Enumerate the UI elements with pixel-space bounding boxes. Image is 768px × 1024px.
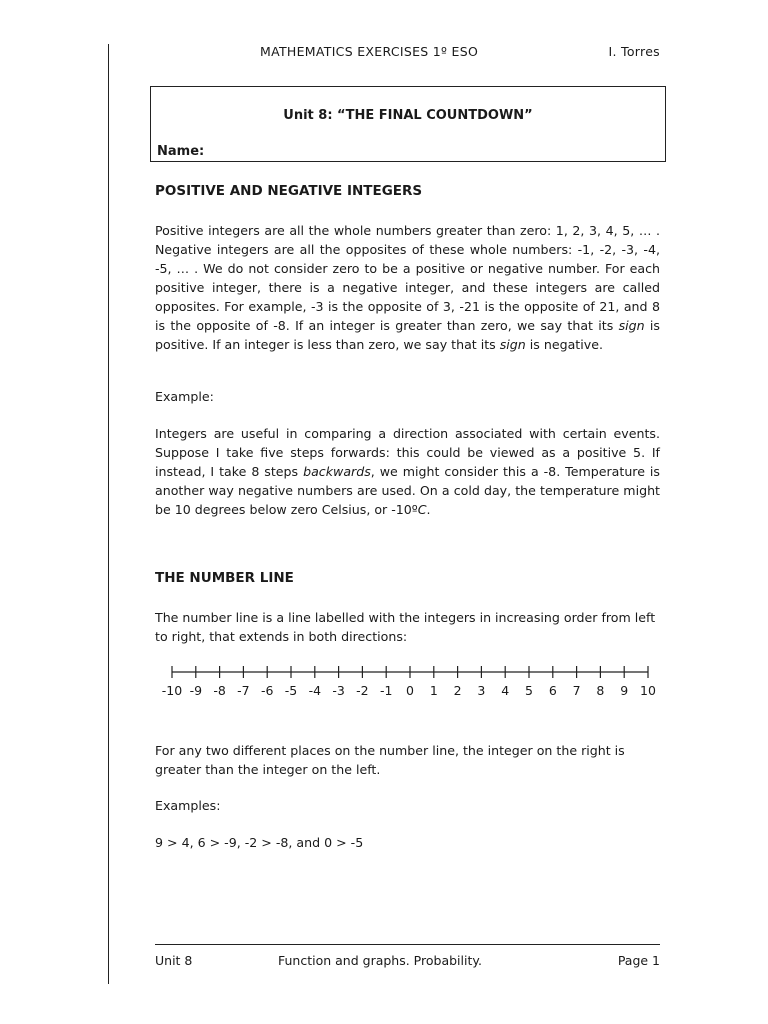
number-line-label: 7 — [572, 683, 581, 698]
paragraph-number-line-intro: The number line is a line labelled with the integers in increasing order from left to right, that extends in both directions: — [155, 610, 656, 644]
number-line-label: 9 — [620, 683, 629, 698]
number-line — [150, 660, 668, 708]
page-header — [155, 44, 660, 62]
name-label: Name: — [157, 144, 205, 159]
number-line-label: -9 — [189, 683, 203, 698]
number-line-label: -7 — [237, 683, 250, 698]
number-line-label: -3 — [332, 683, 345, 698]
example-label: Example: — [155, 389, 214, 404]
page-footer — [155, 953, 660, 971]
backwards-term: backwards — [303, 464, 371, 479]
number-line-label: 2 — [453, 683, 462, 698]
number-line-label: -8 — [213, 683, 226, 698]
number-line-label: -1 — [379, 683, 393, 698]
number-line-label: 0 — [406, 683, 414, 698]
paragraph-integers-definition: Positive integers are all the whole numbers greater than zero: 1, 2, 3, 4, 5, … . Negative integers are all the opposites of these whole numbers: -1, -2, -3, -4, -5, … . We do not consider zero to be a positive or negative number. For each positive integer, there is a negative integer, and these integers are called opposites. For example, -3 is the opposite of 3, -21 is the opposite of 21, and 8 is the opposite of -8. If an integer is greater than zero, we say that its sign is positive. If an integer is less than zero, we say that its sign is negative. — [155, 223, 660, 352]
header-title: MATHEMATICS EXERCISES 1º ESO — [260, 44, 479, 59]
section-heading-number-line: THE NUMBER LINE — [155, 570, 294, 586]
degree-sign: º — [411, 502, 418, 517]
footer-topic: Function and graphs. Probability. — [278, 953, 482, 968]
inequality-examples: 9 > 4, 6 > -9, -2 > -8, and 0 > -5 — [155, 835, 364, 850]
sign-term: sign — [618, 318, 645, 333]
number-line-label: 1 — [429, 683, 438, 698]
celsius-unit: C — [417, 502, 427, 517]
unit-title-box — [150, 86, 666, 162]
footer-rule — [155, 944, 660, 945]
paragraph-comparison-rule: For any two different places on the number line, the integer on the right is greater than the integer on the left. — [155, 743, 625, 777]
examples-label: Examples: — [155, 798, 221, 813]
section-heading-integers: POSITIVE AND NEGATIVE INTEGERS — [155, 183, 423, 199]
sign-term: sign — [499, 337, 526, 352]
number-line-label: -4 — [308, 683, 322, 698]
number-line-label: -2 — [356, 683, 369, 698]
unit-title: Unit 8: “THE FINAL COUNTDOWN” — [283, 108, 533, 123]
number-line-label: 6 — [548, 683, 557, 698]
margin-rule — [108, 44, 109, 984]
footer-page-number: Page 1 — [617, 953, 660, 968]
number-line-label: 4 — [501, 683, 510, 698]
number-line-label: -5 — [284, 683, 298, 698]
paragraph-integers-usage: Integers are useful in comparing a direction associated with certain events. Suppose I take five steps forwards: this could be viewed as a positive 5. If instead, I take 8 steps backwards, we might consider this a -8. Temperature is another way negative numbers are used. On a cold day, the temperature might be 10 degrees below zero Celsius, or -10ºC. — [155, 426, 660, 517]
number-line-label: 5 — [525, 683, 533, 698]
header-author: I. Torres — [608, 44, 660, 59]
footer-unit: Unit 8 — [155, 953, 193, 968]
number-line-label: 10 — [640, 683, 656, 698]
number-line-label: -10 — [161, 683, 183, 698]
number-line-label: 3 — [477, 683, 486, 698]
number-line-label: -6 — [260, 683, 274, 698]
number-line-label: 8 — [596, 683, 605, 698]
